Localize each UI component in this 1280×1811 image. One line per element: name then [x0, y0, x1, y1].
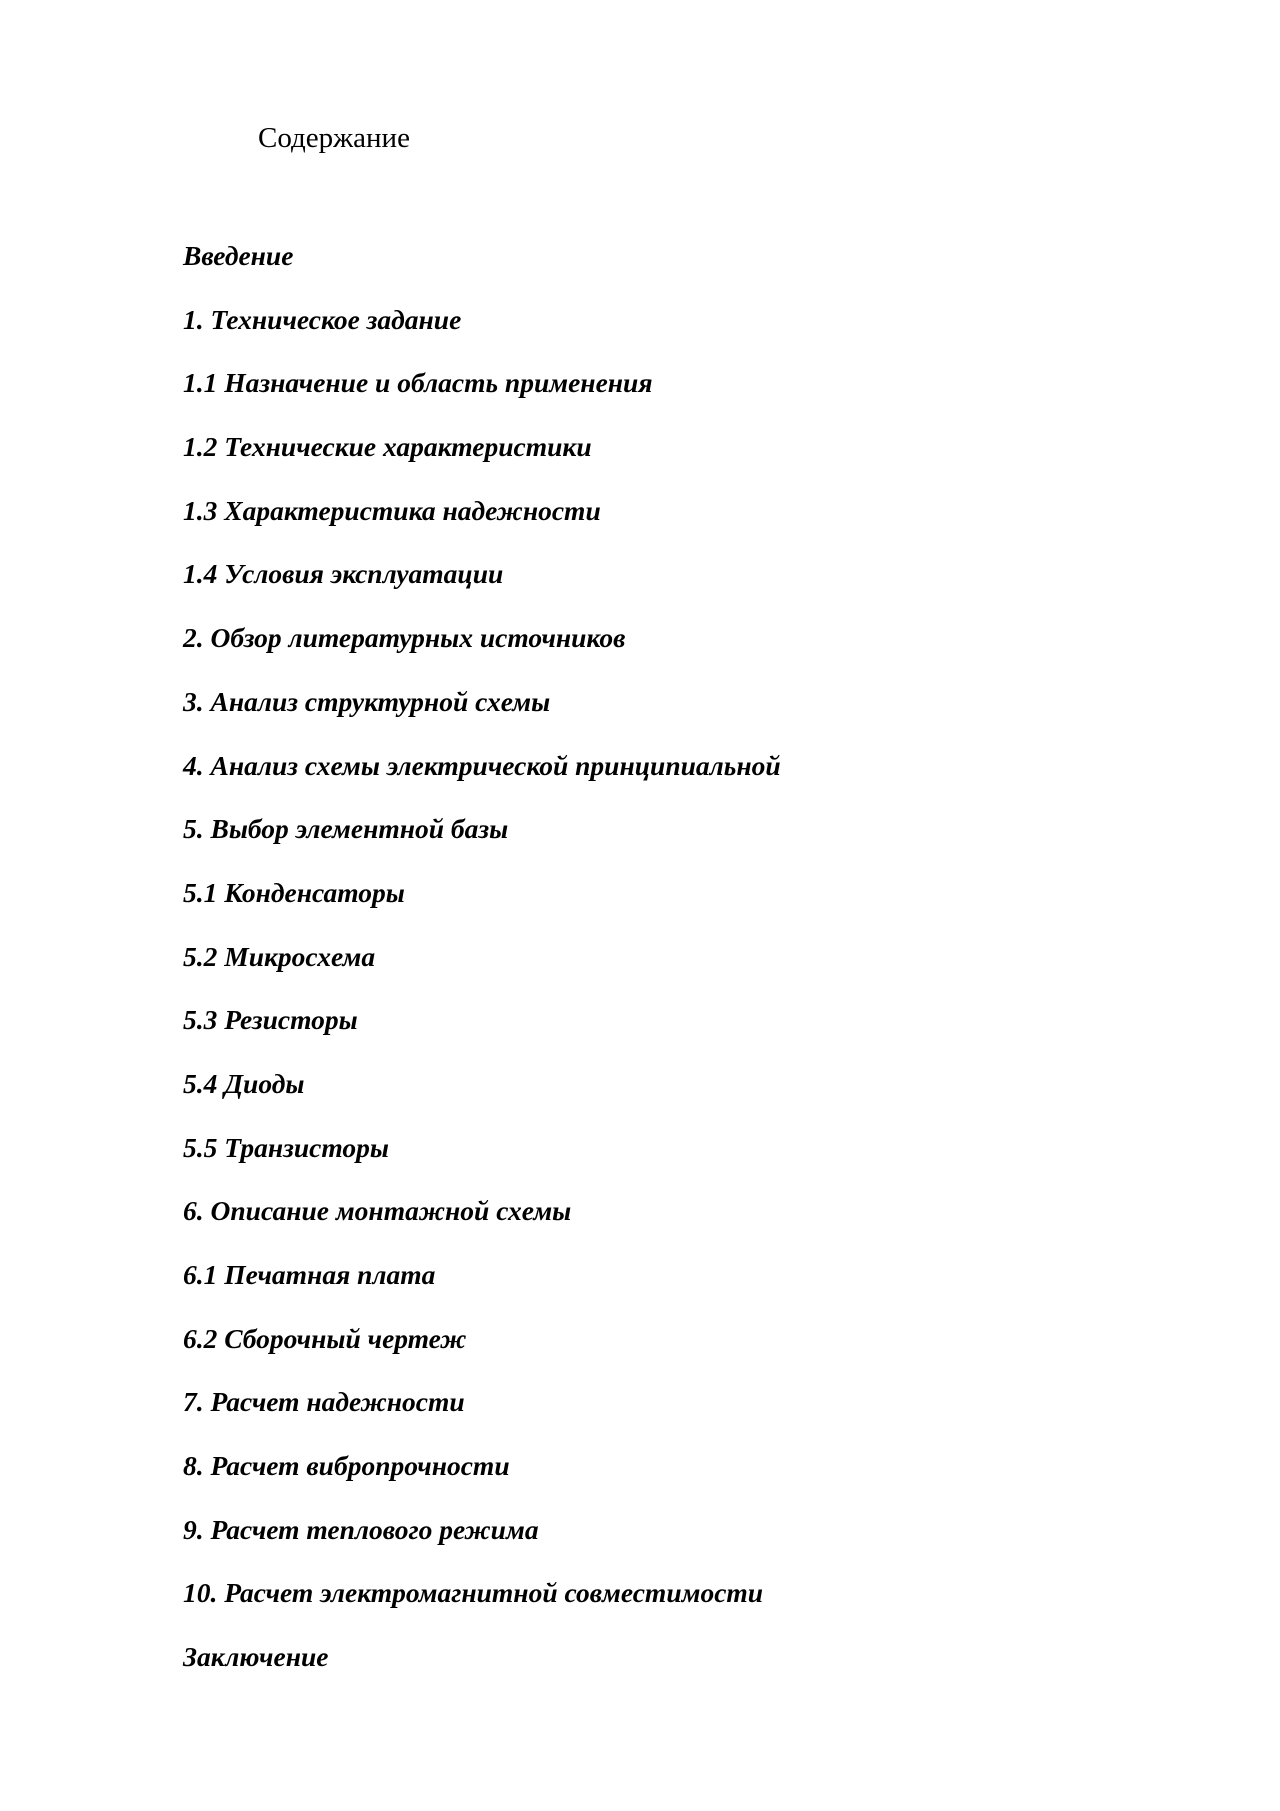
toc-item-1: 1. Техническое задание: [183, 303, 462, 335]
toc-item-5-3: 5.3 Резисторы: [183, 1004, 358, 1036]
toc-item-8: 8. Расчет вибропрочности: [183, 1450, 510, 1482]
toc-item-1-2: 1.2 Технические характеристики: [183, 431, 592, 463]
toc-item-introduction: Введение: [183, 240, 294, 271]
toc-item-7: 7. Расчет надежности: [183, 1386, 465, 1418]
toc-item-9: 9. Расчет теплового режима: [183, 1513, 539, 1545]
page-title: Содержание: [258, 122, 410, 154]
toc-item-6-2: 6.2 Сборочный чертеж: [183, 1322, 467, 1354]
toc-item-5-4: 5.4 Диоды: [183, 1067, 305, 1099]
toc-item-1-3: 1.3 Характеристика надежности: [183, 494, 601, 526]
toc-item-5-1: 5.1 Конденсаторы: [183, 876, 405, 908]
toc-item-10: 10. Расчет электромагнитной совместимости: [183, 1577, 764, 1609]
toc-item-1-4: 1.4 Условия эксплуатации: [183, 558, 504, 590]
toc-item-4: 4. Анализ схемы электрической принципиальной: [183, 749, 781, 781]
table-of-contents: [183, 236, 781, 1701]
toc-item-6: 6. Описание монтажной схемы: [183, 1195, 572, 1227]
toc-item-5: 5. Выбор элементной базы: [183, 813, 509, 845]
toc-item-6-1: 6.1 Печатная плата: [183, 1259, 436, 1290]
toc-item-conclusion: Заключение: [183, 1641, 329, 1673]
toc-item-1-1: 1.1 Назначение и область применения: [183, 367, 653, 399]
toc-item-5-5: 5.5 Транзисторы: [183, 1131, 389, 1163]
toc-item-5-2: 5.2 Микросхема: [183, 940, 376, 972]
toc-item-3: 3. Анализ структурной схемы: [183, 685, 551, 717]
toc-item-2: 2. Обзор литературных источников: [183, 622, 626, 654]
